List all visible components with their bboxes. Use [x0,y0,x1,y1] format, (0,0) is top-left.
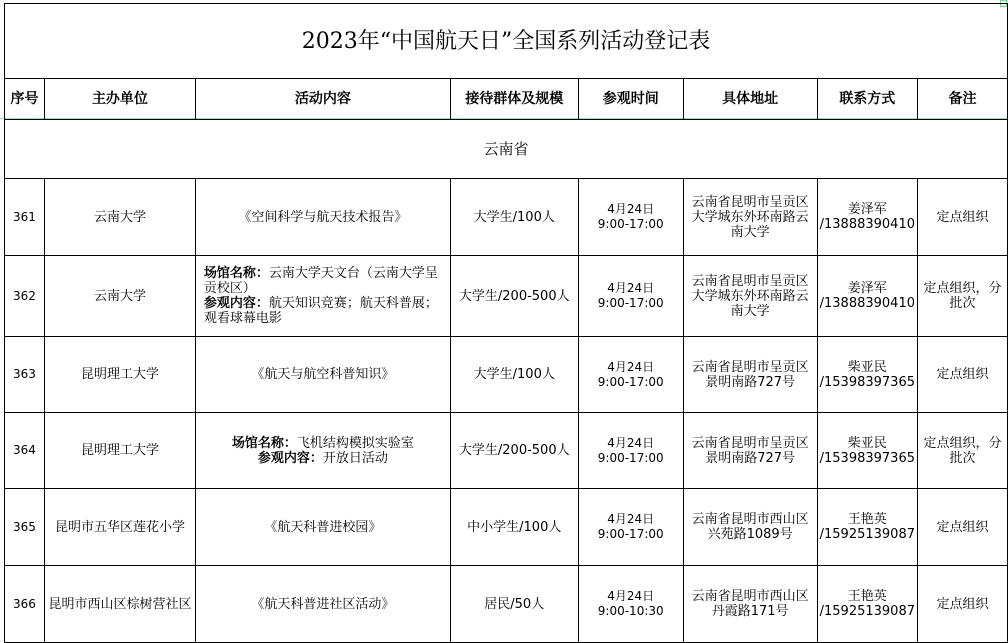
host-cell: 昆明理工大学 [44,337,195,413]
content-cell [195,256,450,337]
venue-label: 场馆名称： [231,435,297,451]
contact-phone: /15398397365 [819,450,915,466]
time-range-text: 9:00-17:00 [597,374,664,389]
note-cell: 定点组织 [918,179,1008,256]
address-cell: 云南省昆明市呈贡区景明南路727号 [683,413,817,489]
audience-cell: 居民/50人 [450,566,578,643]
content-cell: 《航天科普进社区活动》 [195,566,450,643]
column-header-contact: 联系方式 [817,79,917,120]
column-header-note: 备注 [918,79,1008,120]
date-text: 4月24日 [607,435,655,450]
date-text: 4月24日 [607,589,655,603]
host-cell: 昆明理工大学 [44,413,195,489]
address-cell: 云南省昆明市呈贡区大学城东外环南路云南大学 [683,256,817,337]
contact-cell [817,489,917,566]
contact-name: 姜泽军 [847,281,887,296]
visit-label: 参观内容： [203,296,269,311]
contact-cell [817,413,917,489]
column-header-host: 主办单位 [44,79,195,120]
content-cell [195,413,450,489]
visit-label: 参观内容： [257,450,323,466]
content-cell: 《航天科普进校园》 [195,489,450,566]
column-header-time: 参观时间 [578,79,683,120]
column-header-audience: 接待群体及规模 [450,79,578,120]
audience-cell: 中小学生/100人 [450,489,578,566]
contact-phone: /15925139087 [819,527,915,542]
date-text: 4月24日 [607,512,655,526]
contact-cell [817,179,917,256]
column-header-no: 序号 [5,79,45,120]
registration-table [4,3,1008,643]
time-range-text: 9:00-17:00 [597,527,664,541]
province-section-header: 云南省 [5,120,1008,179]
venue-label: 场馆名称： [203,266,269,281]
row-number: 361 [5,179,45,256]
visit-value: 航天知识竞赛；航天科普展；观看球幕电影 [203,296,438,326]
row-number: 364 [5,413,45,489]
contact-cell [817,566,917,643]
venue-value: 云南大学天文台（云南大学呈贡校区） [203,266,438,296]
time-cell [578,489,683,566]
date-text: 4月24日 [607,359,655,374]
table-row [5,337,1008,413]
table-row [5,413,1008,489]
contact-cell [817,337,917,413]
column-header-content: 活动内容 [195,79,450,120]
content-cell: 《空间科学与航天技术报告》 [195,179,450,256]
row-number: 366 [5,566,45,643]
visit-value: 开放日活动 [322,450,388,466]
table-row [5,256,1008,337]
venue-value: 飞机结构模拟实验室 [296,435,414,451]
host-cell: 云南大学 [44,256,195,337]
table-title: 2023年“中国航天日”全国系列活动登记表 [5,4,1008,79]
time-range-text: 9:00-17:00 [597,217,664,231]
address-cell: 云南省昆明市呈贡区景明南路727号 [683,337,817,413]
content-cell: 《航天与航空科普知识》 [195,337,450,413]
time-cell [578,179,683,256]
audience-cell: 大学生/200-500人 [450,413,578,489]
note-cell: 定点组织，分批次 [918,256,1008,337]
time-range-text: 9:00-10:30 [597,604,664,618]
audience-cell: 大学生/100人 [450,337,578,413]
date-text: 4月24日 [607,202,655,216]
contact-name: 柴亚民 [847,359,887,375]
host-cell: 昆明市五华区莲花小学 [44,489,195,566]
table-row [5,566,1008,643]
audience-cell: 大学生/200-500人 [450,256,578,337]
contact-cell [817,256,917,337]
address-cell: 云南省昆明市呈贡区大学城东外环南路云南大学 [683,179,817,256]
contact-name: 王艳英 [847,512,887,527]
note-cell: 定点组织 [918,337,1008,413]
time-cell [578,566,683,643]
host-cell: 昆明市西山区棕树营社区 [44,566,195,643]
host-cell: 云南大学 [44,179,195,256]
column-header-address: 具体地址 [683,79,817,120]
row-number: 362 [5,256,45,337]
table-row [5,179,1008,256]
row-number: 363 [5,337,45,413]
address-cell: 云南省昆明市西山区兴苑路1089号 [683,489,817,566]
time-cell [578,256,683,337]
audience-cell: 大学生/100人 [450,179,578,256]
row-number: 365 [5,489,45,566]
contact-phone: /13888390410 [819,217,915,232]
contact-name: 姜泽军 [847,202,887,217]
contact-name: 柴亚民 [847,435,887,451]
contact-phone: /15925139087 [819,604,915,619]
contact-phone: /13888390410 [819,296,915,311]
time-range-text: 9:00-17:00 [597,296,664,310]
note-cell: 定点组织 [918,489,1008,566]
note-cell: 定点组织 [918,566,1008,643]
time-cell [578,413,683,489]
contact-name: 王艳英 [847,589,887,604]
note-cell: 定点组织，分批次 [918,413,1008,489]
time-cell [578,337,683,413]
date-text: 4月24日 [607,281,655,295]
address-cell: 云南省昆明市西山区丹霞路171号 [683,566,817,643]
contact-phone: /15398397365 [819,374,915,390]
table-row [5,489,1008,566]
time-range-text: 9:00-17:00 [597,450,664,465]
header-row [5,79,1008,120]
